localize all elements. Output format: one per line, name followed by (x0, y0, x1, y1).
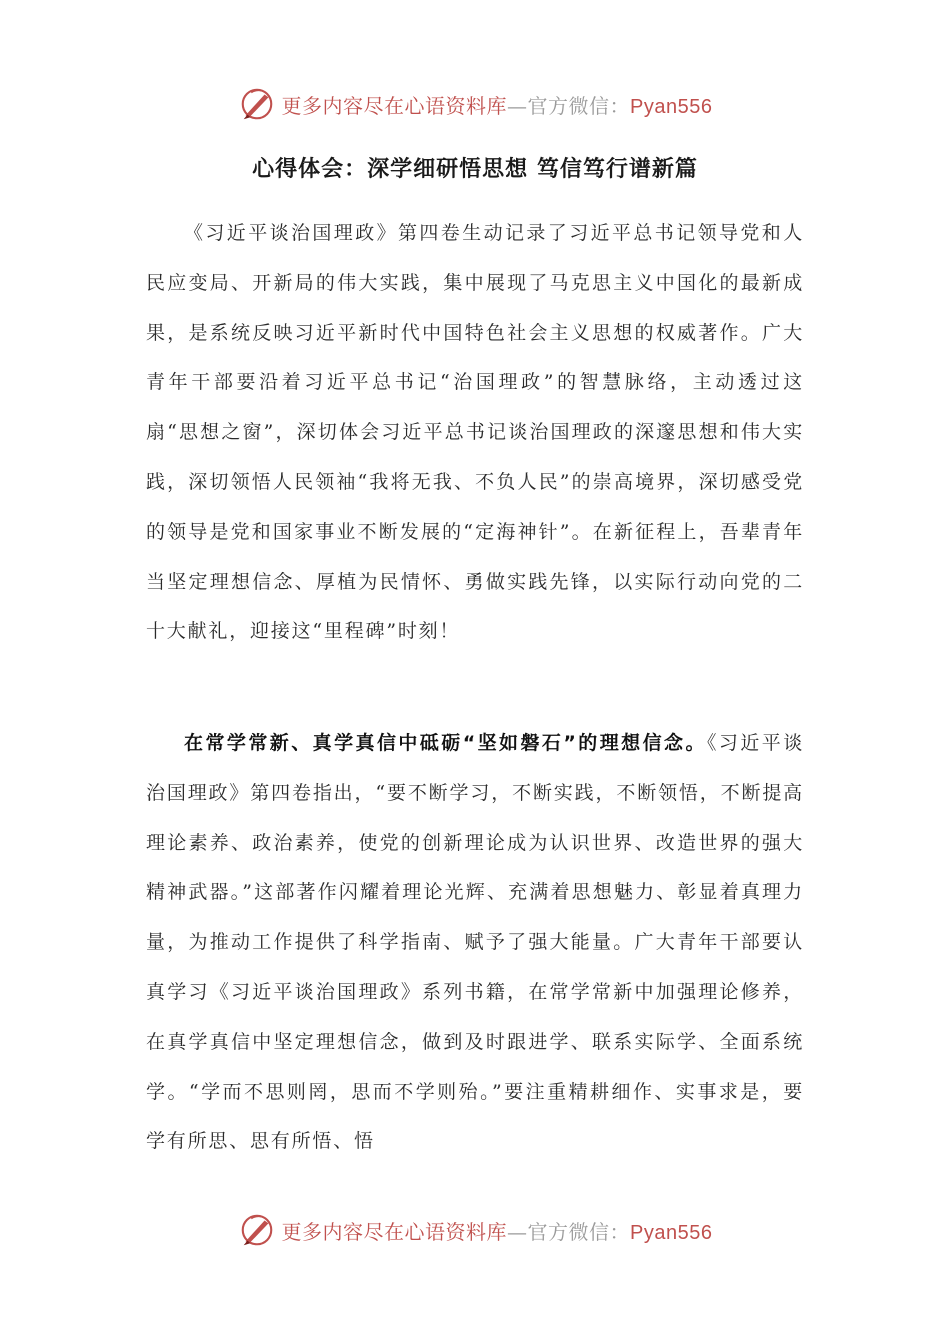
paragraph-belief (146, 719, 804, 1167)
banner-brand: 更多内容尽在心语资料库 (281, 93, 508, 118)
paragraph-lead: 在常学常新、真学真信中砥砺“坚如磐石”的理想信念。 (184, 732, 707, 754)
footer-banner (0, 1210, 950, 1250)
banner-text (282, 1216, 713, 1245)
header-banner (0, 84, 950, 124)
banner-dash: — (507, 93, 528, 118)
paragraph-text: 《习近平谈治国理政》第四卷指出，“要不断学习，不断实践，不断领悟，不断提高理论素养、政治素养，使党的创新理论成为认识世界、改造世界的强大精神武器。”这部著作闪耀着理论光辉、充满着思想魅力、彰显着真理力量，为推动工作提供了科学指南、赋予了强大能量。广大青年干部要认真学习《习近平谈治国理政》系列书籍，在常学常新中加强理论修养，在真学真信中坚定理想信念，做到及时跟进学、联系实际学、全面系统学。“学而不思则罔，思而不学则殆。”要注重精耕细作、实事求是，要学有所思、思有所悟、悟 (146, 732, 804, 1153)
banner-wechat-label: 官方微信： (527, 93, 631, 118)
banner-brand: 更多内容尽在心语资料库 (281, 1219, 508, 1244)
banner-wechat-id: Pyan556 (630, 1221, 713, 1244)
banner-dash: — (507, 1219, 528, 1244)
pen-logo-icon (238, 1211, 276, 1249)
banner-wechat-id: Pyan556 (630, 95, 713, 118)
document-title: 心得体会：深学细研悟思想 笃信笃行谱新篇 (252, 157, 698, 182)
paragraph-intro (146, 209, 804, 657)
paragraph-text: 《习近平谈治国理政》第四卷生动记录了习近平总书记领导党和人民应变局、开新局的伟大实践，集中展现了马克思主义中国化的最新成果，是系统反映习近平新时代中国特色社会主义思想的权威著作。广大青年干部要沿着习近平总书记“治国理政”的智慧脉络，主动透过这扇“思想之窗”，深切体会习近平总书记谈治国理政的深邃思想和伟大实践，深切领悟人民领袖“我将无我、不负人民”的崇高境界，深切感受党的领导是党和国家事业不断发展的“定海神针”。在新征程上，吾辈青年当坚定理想信念、厚植为民情怀、勇做实践先锋，以实际行动向党的二十大献礼，迎接这“里程碑”时刻！ (146, 222, 804, 643)
banner-text (282, 90, 713, 119)
banner-wechat-label: 官方微信： (527, 1219, 631, 1244)
pen-logo-icon (238, 85, 276, 123)
